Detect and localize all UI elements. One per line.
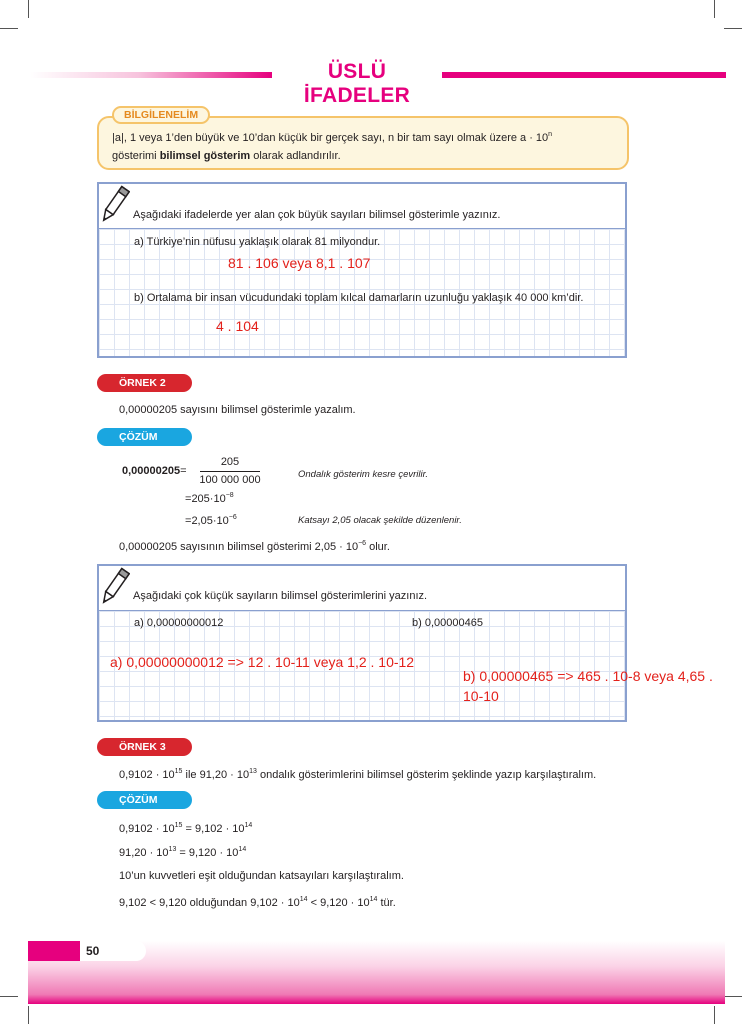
solution-line-3: 10’un kuvvetleri eşit olduğundan katsayıları karşılaştıralım.	[119, 870, 404, 882]
header-rule-left	[30, 72, 272, 78]
bold-term: bilimsel gösterim	[159, 150, 251, 162]
info-line-2: gösterimi bilimsel gösterim olarak adlandırılır.	[112, 150, 341, 162]
crop-mark	[724, 28, 742, 29]
solution-badge-2: ÇÖZÜM	[97, 428, 192, 446]
crop-mark	[724, 996, 742, 997]
pencil-icon	[100, 566, 130, 608]
example-badge-3: ÖRNEK 3	[97, 738, 192, 756]
crop-mark	[28, 0, 29, 18]
page-number: 50	[86, 944, 100, 958]
exercise-header-2	[99, 566, 625, 611]
math-step-2: $=205\cdot 10^{-8}$	[185, 492, 234, 505]
fraction-numerator: 205	[220, 456, 240, 468]
fraction-denominator: 100 000 000	[199, 474, 261, 486]
answer-b: 4 . 104	[216, 318, 259, 334]
header-rule-right	[442, 72, 726, 78]
page-tab	[28, 941, 80, 961]
solution-line-2: $91,20 \cdot 10^{13} = 9,120 \cdot 10^{14}$	[119, 846, 247, 859]
answer-a: 81 . 106 veya 8,1 . 107	[228, 255, 371, 271]
exercise-prompt-1: Aşağıdaki ifadelerde yer alan çok büyük sayıları bilimsel gösterimle yazınız.	[133, 209, 501, 221]
answer-small-a: a) 0,00000000012 => 12 . 10-11 veya 1,2 . 10-12	[110, 654, 415, 670]
exercise-item-b: b) Ortalama bir insan vücudundaki toplam kılcal damarların uzunluğu yaklaşık 40 000 km’dir.	[134, 292, 584, 304]
solution-line-4: 9,102 < 9,120 olduğundan $9,102 \cdot 10^{14} < 9,120 \cdot 10^{14}$ tür.	[119, 896, 396, 909]
example-conclusion-2: 0,00000205 sayısının bilimsel gösterimi $2,05 \cdot 10^{-6}$ olur.	[119, 540, 390, 553]
crop-mark	[714, 1006, 715, 1024]
exercise-item-a: a) Türkiye’nin nüfusu yaklaşık olarak 81 milyondur.	[134, 236, 381, 248]
math-step-3: $=2,05\cdot 10^{-6}$	[185, 514, 237, 527]
example-badge-2: ÖRNEK 2	[97, 374, 192, 392]
note-2: Katsayı 2,05 olacak şekilde düzenlenir.	[298, 515, 462, 526]
crop-mark	[714, 0, 715, 18]
fraction-bar	[200, 471, 260, 472]
example-statement-2: 0,00000205 sayısını bilimsel gösterimle yazalım.	[119, 404, 356, 416]
pencil-icon	[100, 184, 130, 226]
answer-small-b: b) 0,00000465 => 465 . 10-8 veya 4,65 . 10-10	[463, 668, 713, 704]
info-line-1: |a|, 1 veya 1’den büyük ve 10’dan küçük bir gerçek sayı, n bir tam sayı olmak üzere $a \cdot 10^n$	[112, 131, 553, 144]
math-lhs: 0,00000205=	[122, 465, 187, 477]
exercise-item-small-a: a) 0,00000000012	[134, 617, 224, 629]
example-statement-3: $0,9102 \cdot 10^{15}$ ile $91,20 \cdot 10^{13}$ ondalık gösterimlerini bilimsel gösterim şeklinde yazıp karşılaştıralım.	[119, 768, 597, 781]
solution-badge-3: ÇÖZÜM	[97, 791, 192, 809]
info-label: BİLGİLENELİM	[112, 106, 210, 124]
crop-mark	[28, 1006, 29, 1024]
solution-line-1: $0,9102 \cdot 10^{15} = 9,102 \cdot 10^{14}$	[119, 822, 253, 835]
crop-mark	[0, 996, 18, 997]
info-text	[112, 126, 617, 165]
exercise-item-small-b: b) 0,00000465	[412, 617, 483, 629]
exercise-header-1	[99, 184, 625, 229]
crop-mark	[0, 28, 18, 29]
exercise-prompt-2: Aşağıdaki çok küçük sayıların bilimsel gösterimlerini yazınız.	[133, 590, 428, 602]
note-1: Ondalık gösterim kesre çevrilir.	[298, 469, 429, 480]
page-title: ÜSLÜ İFADELER	[303, 60, 411, 107]
